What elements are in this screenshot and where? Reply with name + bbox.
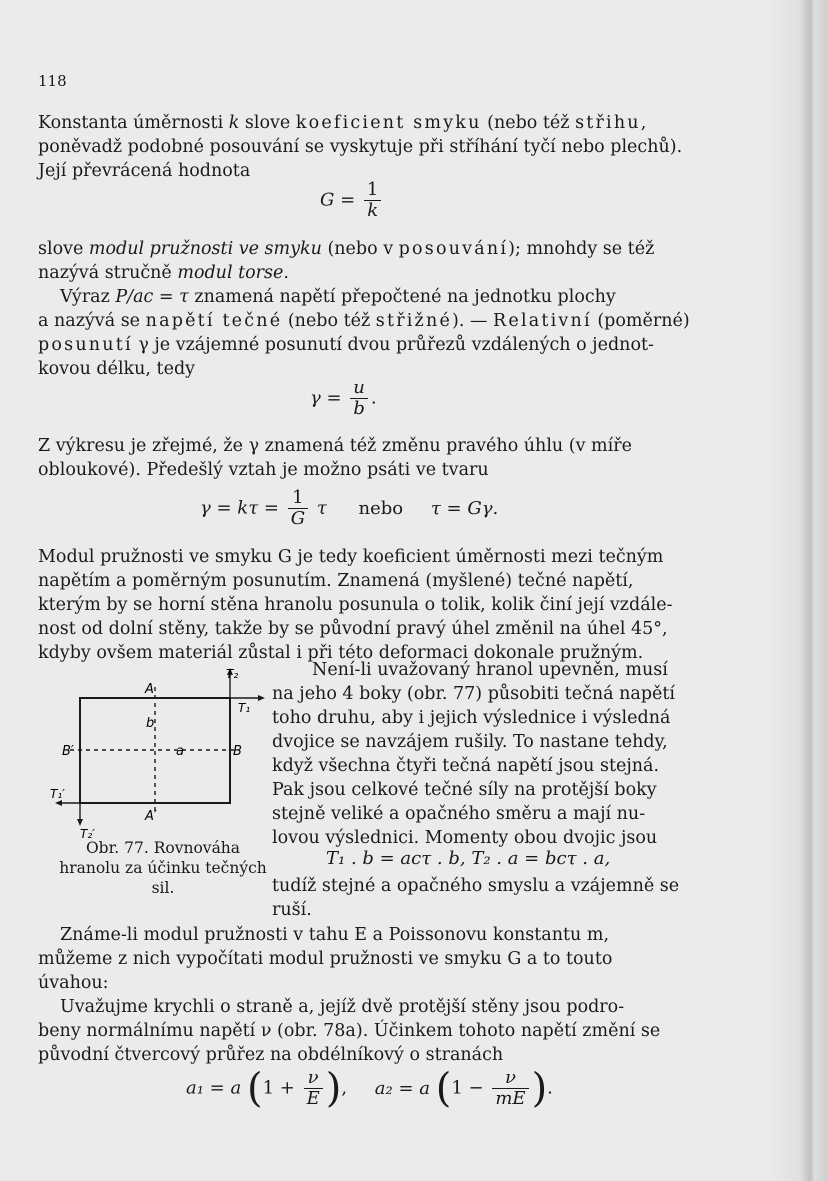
p6-line4: dvojice se navzájem rušily. To nastane tehdy, <box>272 732 668 752</box>
p1-line2: poněvadž podobné posouvání se vyskytuje při stříhání tyčí nebo plechů). <box>38 137 683 157</box>
label-b: b <box>146 716 155 731</box>
p6-line5: když všechna čtyři tečná napětí jsou stejná. <box>272 756 660 776</box>
p7-line2: ruší. <box>272 900 312 920</box>
p2-line2: nazývá stručně modul torse. <box>38 263 289 283</box>
equation-G: G = $\frac{1}{k}$ <box>320 180 384 221</box>
equation-moments: T₁ . b = acτ . b, T₂ . a = bcτ . a, <box>326 848 611 869</box>
label-T2-prime: T₂′ <box>80 827 95 841</box>
p5-line4: nost od dolní stěny, takže by se původní pravý úhel změnil na úhel 45°, <box>38 619 668 639</box>
figure-caption: Obr. 77. Rovnováha hranolu za účinku tečných sil. <box>59 839 267 897</box>
p8-line3: úvahou: <box>38 973 109 993</box>
p4-line2: obloukové). Předešlý vztah je možno psáti ve tvaru <box>38 460 489 480</box>
figure-77-prism-diagram <box>40 665 280 855</box>
label-T1-prime: T₁′ <box>50 787 65 801</box>
p3-line1: Výraz P/ac = τ znamená napětí přepočtené na jednotku plochy <box>60 287 616 307</box>
p9-line1: Uvažujme krychli o straně a, jejíž dvě protější stěny jsou podro- <box>60 997 625 1017</box>
p8-line1: Známe-li modul pružnosti v tahu E a Poissonovu konstantu m, <box>60 925 610 945</box>
p9-line2: beny normálnímu napětí ν (obr. 78a). Účinkem tohoto napětí změní se <box>38 1021 661 1041</box>
p5-line5: kdyby ovšem materiál zůstal i při této deformaci dokonale pružným. <box>38 643 644 663</box>
p3-line2: a nazývá se napětí tečné (nebo též střižné). — Relativní (poměrné) <box>38 311 690 331</box>
p7-line1: tudíž stejné a opačného smyslu a vzájemně se <box>272 876 680 896</box>
label-A: A <box>145 682 154 697</box>
p5-line1: Modul pružnosti ve smyku G je tedy koeficient úměrnosti mezi tečným <box>38 547 664 567</box>
equation-sides: a₁ = a (1 + $\frac{\nu}{E}$ ), a₂ = a (1 − $\frac{\nu}{mE}$ ). <box>186 1065 553 1112</box>
book-spine-shadow <box>767 0 827 1181</box>
p2-line1: slove modul pružnosti ve smyku (nebo v posouvání); mnohdy se též <box>38 239 655 259</box>
equation-gamma: γ = $\frac{u}{b}$ . <box>310 377 377 419</box>
p9-line3: původní čtvercový průřez na obdélníkový o stranách <box>38 1045 504 1065</box>
p6-line7: stejně veliké a opačného směru a mají nu- <box>272 804 646 824</box>
page-number: 118 <box>38 72 67 90</box>
p3-line3: posunutí γ je vzájemné posunutí dvou průřezů vzdálených o jednot- <box>38 335 654 355</box>
equation-gamma-tau: γ = kτ = $\frac{1}{G}$ τ nebo τ = Gγ. <box>200 487 499 529</box>
arrow-T2-left-head <box>77 819 83 826</box>
label-a: a <box>176 744 184 759</box>
label-T1: T₁ <box>238 701 251 715</box>
p4-line1: Z výkresu je zřejmé, že γ znamená též změnu pravého úhlu (v míře <box>38 436 632 456</box>
p1-line1: Konstanta úměrnosti k slove koeficient smyku (nebo též střihu, <box>38 113 647 133</box>
p6-line3: toho druhu, aby i jejich výslednice i výsledná <box>272 708 671 728</box>
label-B: B <box>233 744 242 759</box>
p6-line2: na jeho 4 boky (obr. 77) působiti tečná napětí <box>272 684 676 704</box>
label-T2: T₂ <box>226 667 239 681</box>
label-B-prime: B′ <box>62 744 74 759</box>
arrow-T1-top-head <box>258 695 265 701</box>
p1-line3: Její převrácená hodnota <box>38 161 251 181</box>
p6-line6: Pak jsou celkové tečné síly na protější boky <box>272 780 657 800</box>
label-A-prime: A′ <box>145 809 157 824</box>
p3-line4: kovou délku, tedy <box>38 359 196 379</box>
p5-line3: kterým by se horní stěna hranolu posunula o tolik, kolik činí její vzdále- <box>38 595 673 615</box>
p6-line1: Není-li uvažovaný hranol upevněn, musí <box>312 660 668 680</box>
p5-line2: napětím a poměrným posunutím. Znamená (myšlené) tečné napětí, <box>38 571 634 591</box>
p8-line2: můžeme z nich vypočítati modul pružnosti ve smyku G a to touto <box>38 949 613 969</box>
p6-line8: lovou výslednici. Momenty obou dvojic jsou <box>272 828 658 848</box>
